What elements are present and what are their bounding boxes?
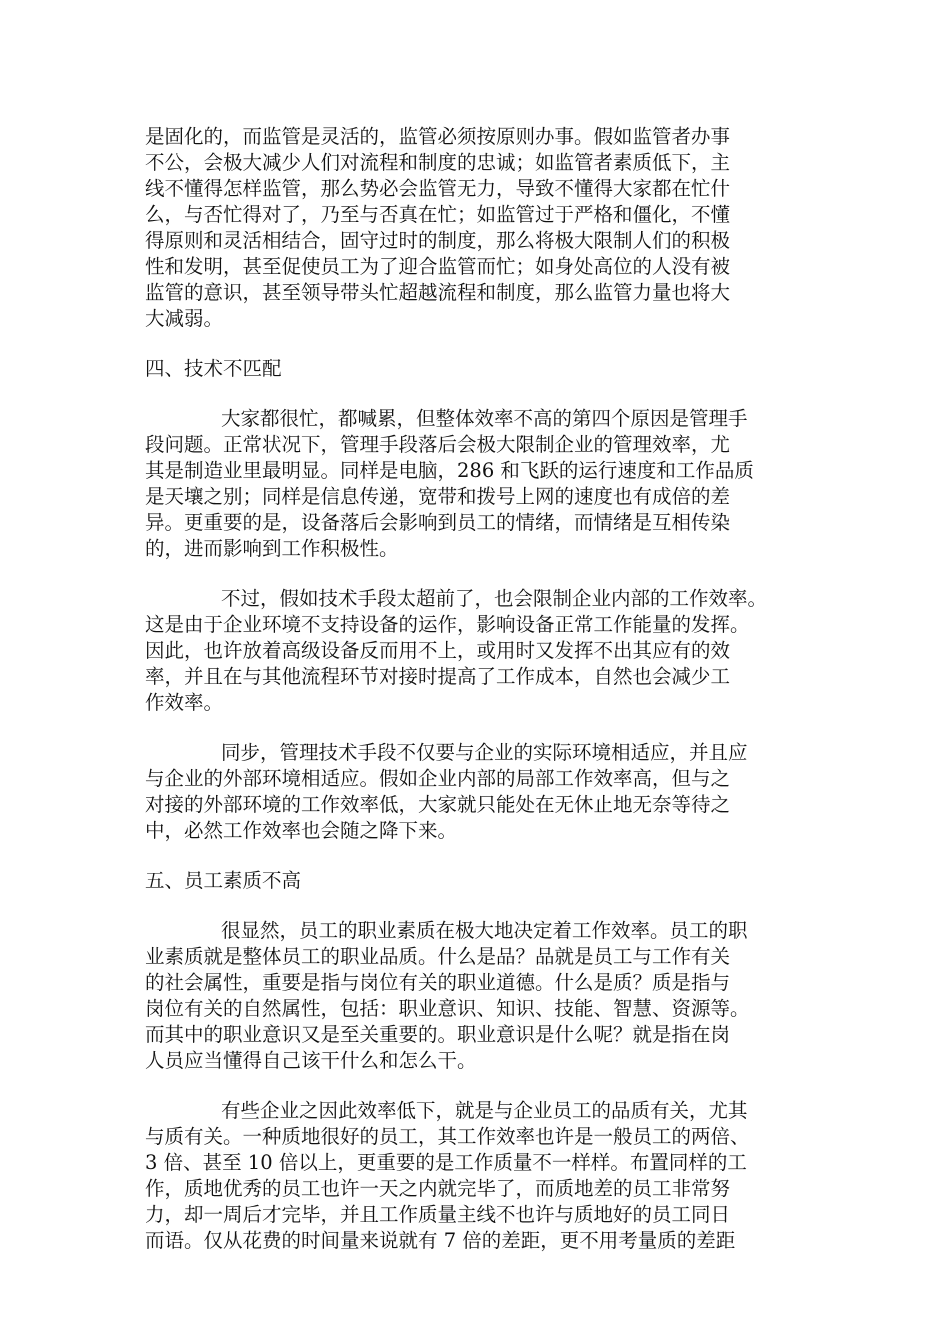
text-line: 段问题。正常状况下，管理手段落后会极大限制企业的管理效率，尤 [145, 433, 731, 456]
paragraph-external-environment [145, 740, 805, 844]
paragraph-employee-quality [145, 918, 805, 1074]
text-line: 的，进而影响到工作积极性。 [145, 537, 399, 560]
text-line: 性和发明，甚至促使员工为了迎合监管而忙；如身处高位的人没有被 [145, 255, 731, 278]
text-line: 不公，会极大减少人们对流程和制度的忠诚；如监管者素质低下，主 [145, 151, 731, 174]
text-line: 率，并且在与其他流程环节对接时提高了工作成本，自然也会减少工 [145, 665, 731, 688]
text-line: 作效率。 [145, 691, 224, 714]
paragraph-spacer [145, 332, 805, 356]
paragraph-spacer [145, 844, 805, 868]
text-line: 与质有关。一种质地很好的员工，其工作效率也许是一般员工的两倍、 [145, 1125, 750, 1148]
text-line: 岗位有关的自然属性，包括：职业意识、知识、技能、智慧、资源等。 [145, 997, 750, 1020]
text-line: 是固化的，而监管是灵活的，监管必须按原则办事。假如监管者办事 [145, 125, 731, 148]
paragraph-spacer [145, 382, 805, 406]
text-line: 其是制造业里最明显。同样是电脑，286 和飞跃的运行速度和工作品质 [145, 459, 754, 482]
paragraph-management-means [145, 406, 805, 562]
text-line: 力，却一周后才完毕，并且工作质量主线不也许与质地好的员工同日 [145, 1203, 731, 1226]
section-heading-four [145, 356, 805, 382]
text-line: 是天壤之别；同样是信息传递，宽带和拨号上网的速度也有成倍的差 [145, 485, 731, 508]
paragraph-low-efficiency [145, 1098, 805, 1254]
text-line: 对接的外部环境的工作效率低，大家就只能处在无休止地无奈等待之 [145, 793, 731, 816]
text-line: 么，与否忙得对了，乃至与否真在忙；如监管过于严格和僵化，不懂 [145, 203, 731, 226]
text-line: 中，必然工作效率也会随之降下来。 [145, 819, 458, 842]
text-line: 这是由于企业环境不支持设备的运作，影响设备正常工作能量的发挥。 [145, 613, 750, 636]
text-line: 3 倍、甚至 10 倍以上，更重要的是工作质量不一样样。布置同样的工 [145, 1151, 747, 1174]
section-heading-five [145, 868, 805, 894]
document-page [145, 124, 805, 1254]
text-line: 同步，管理技术手段不仅要与企业的实际环境相适应，并且应 [221, 741, 748, 764]
paragraph-spacer [145, 716, 805, 740]
paragraph-spacer [145, 1074, 805, 1098]
text-line: 异。更重要的是，设备落后会影响到员工的情绪，而情绪是互相传染 [145, 511, 731, 534]
text-line: 大家都很忙，都喊累，但整体效率不高的第四个原因是管理手 [221, 407, 748, 430]
section-heading: 四、技术不匹配 [145, 357, 282, 380]
paragraph-advanced-tech [145, 586, 805, 716]
text-line: 得原则和灵活相结合，固守过时的制度，那么将极大限制人们的积极 [145, 229, 731, 252]
paragraph-spacer [145, 894, 805, 918]
paragraph-spacer [145, 562, 805, 586]
section-heading: 五、员工素质不高 [145, 869, 302, 892]
text-line: 的社会属性，重要是指与岗位有关的职业道德。什么是质？质是指与 [145, 971, 731, 994]
text-line: 不过，假如技术手段太超前了，也会限制企业内部的工作效率。 [221, 587, 768, 610]
text-line: 作，质地优秀的员工也许一天之内就完毕了，而质地差的员工非常努 [145, 1177, 731, 1200]
text-line: 而语。仅从花费的时间量来说就有 7 倍的差距，更不用考量质的差距 [145, 1229, 736, 1252]
text-line: 人员应当懂得自己该干什么和怎么干。 [145, 1049, 477, 1072]
text-line: 而其中的职业意识又是至关重要的。职业意识是什么呢？就是指在岗 [145, 1023, 731, 1046]
text-line: 与企业的外部环境相适应。假如企业内部的局部工作效率高，但与之 [145, 767, 731, 790]
text-line: 线不懂得怎样监管，那么势必会监管无力，导致不懂得大家都在忙什 [145, 177, 731, 200]
text-line: 有些企业之因此效率低下，就是与企业员工的品质有关，尤其 [221, 1099, 748, 1122]
text-line: 监管的意识，甚至领导带头忙超越流程和制度，那么监管力量也将大 [145, 281, 731, 304]
text-line: 很显然，员工的职业素质在极大地决定着工作效率。员工的职 [221, 919, 748, 942]
text-line: 大减弱。 [145, 307, 224, 330]
text-line: 因此，也许放着高级设备反而用不上，或用时又发挥不出其应有的效 [145, 639, 731, 662]
text-line: 业素质就是整体员工的职业品质。什么是品？品就是员工与工作有关 [145, 945, 731, 968]
paragraph-supervision [145, 124, 805, 332]
